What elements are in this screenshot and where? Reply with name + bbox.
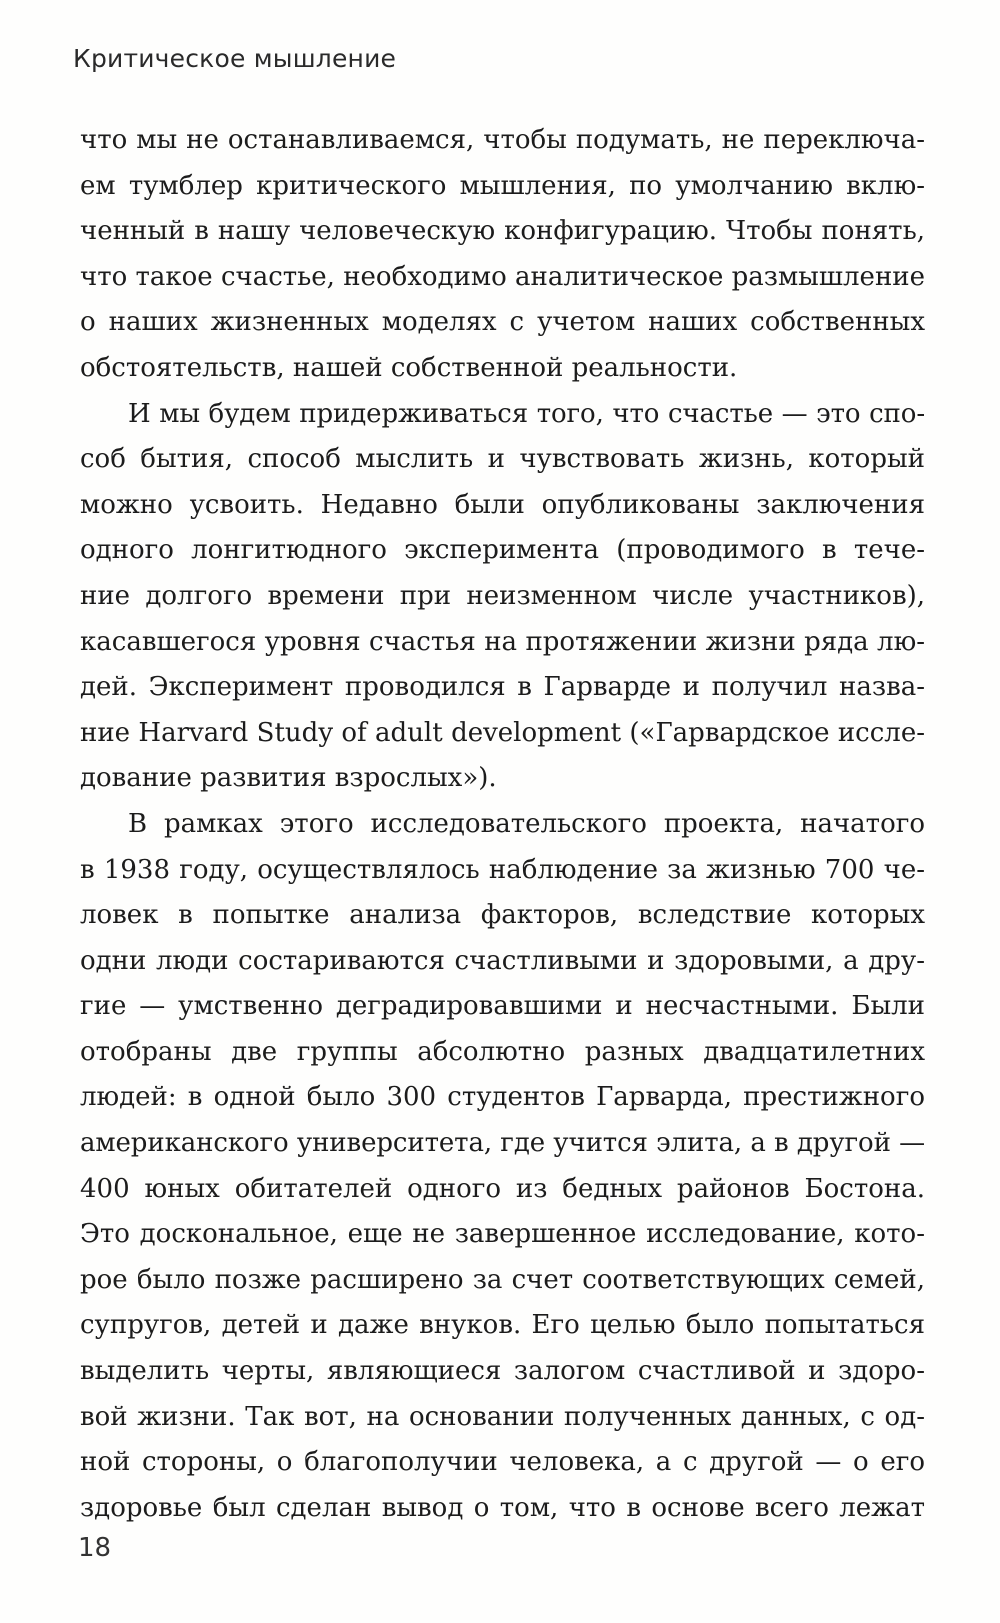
text-line: здоровье был сделан вывод о том, что в основе всего лежат bbox=[80, 1492, 925, 1523]
text-line: касавшегося уровня счастья на протяжении жизни ряда лю- bbox=[80, 626, 925, 657]
text-line: одни люди состариваются счастливыми и здоровыми, а дру- bbox=[80, 945, 925, 976]
text-line: в 1938 году, осуществлялось наблюдение за жизнью 700 че- bbox=[80, 854, 925, 885]
text-line: что мы не останавливаемся, чтобы подумать, не переключа- bbox=[80, 125, 925, 155]
text-line: людей: в одной было 300 студентов Гарварда, престижного bbox=[80, 1082, 925, 1113]
text-line: Это доскональное, еще не завершенное исследование, кото- bbox=[80, 1219, 925, 1250]
text-line: ем тумблер критического мышления, по умолчанию вклю- bbox=[80, 170, 925, 201]
paragraph-1 bbox=[80, 118, 925, 392]
paragraph-3 bbox=[80, 802, 925, 1532]
running-head: Критическое мышление bbox=[73, 44, 397, 73]
text-line: супругов, детей и даже внуков. Его целью было попытаться bbox=[80, 1310, 925, 1341]
text-line: дование развития взрослых»). bbox=[80, 763, 497, 794]
text-line: вой жизни. Так вот, на основании полученных данных, с од- bbox=[80, 1401, 925, 1432]
text-line: о наших жизненных моделях с учетом наших собственных bbox=[80, 307, 925, 338]
text-line: можно усвоить. Недавно были опубликованы заключения bbox=[80, 489, 925, 520]
page-number: 18 bbox=[78, 1533, 112, 1563]
text-line: дей. Эксперимент проводился в Гарварде и получил назва- bbox=[80, 672, 925, 703]
text-line: И мы будем придерживаться того, что счастье — это спо- bbox=[128, 398, 925, 429]
text-line: ченный в нашу человеческую конфигурацию. Чтобы понять, bbox=[80, 216, 925, 247]
paragraph-2 bbox=[80, 392, 925, 802]
text-line: что такое счастье, необходимо аналитическое размышление bbox=[80, 261, 925, 292]
text-line: В рамках этого исследовательского проекта, начатого bbox=[128, 808, 925, 839]
text-line: рое было позже расширено за счет соответствующих семей, bbox=[80, 1264, 925, 1295]
text-line: обстоятельств, нашей собственной реальности. bbox=[80, 352, 738, 383]
text-line: одного лонгитюдного эксперимента (проводимого в тече- bbox=[80, 535, 925, 566]
text-line: отобраны две группы абсолютно разных двадцатилетних bbox=[80, 1036, 925, 1067]
text-line: ние Harvard Study of adult development («Гарвардское иссле- bbox=[80, 717, 925, 748]
text-line: ловек в попытке анализа факторов, вследствие которых bbox=[80, 900, 925, 931]
text-line: выделить черты, являющиеся залогом счастливой и здоро- bbox=[80, 1356, 925, 1387]
text-line: 400 юных обитателей одного из бедных районов Бостона. bbox=[80, 1173, 925, 1204]
text-line: гие — умственно деградировавшими и несчастными. Были bbox=[80, 991, 925, 1022]
text-line: американского университета, где учится элита, а в другой — bbox=[80, 1128, 925, 1159]
body-text bbox=[80, 118, 925, 1531]
text-line: ной стороны, о благополучии человека, а с другой — о его bbox=[80, 1447, 925, 1478]
text-line: соб бытия, способ мыслить и чувствовать жизнь, который bbox=[80, 444, 925, 475]
text-line: ние долгого времени при неизменном числе участников), bbox=[80, 580, 925, 611]
